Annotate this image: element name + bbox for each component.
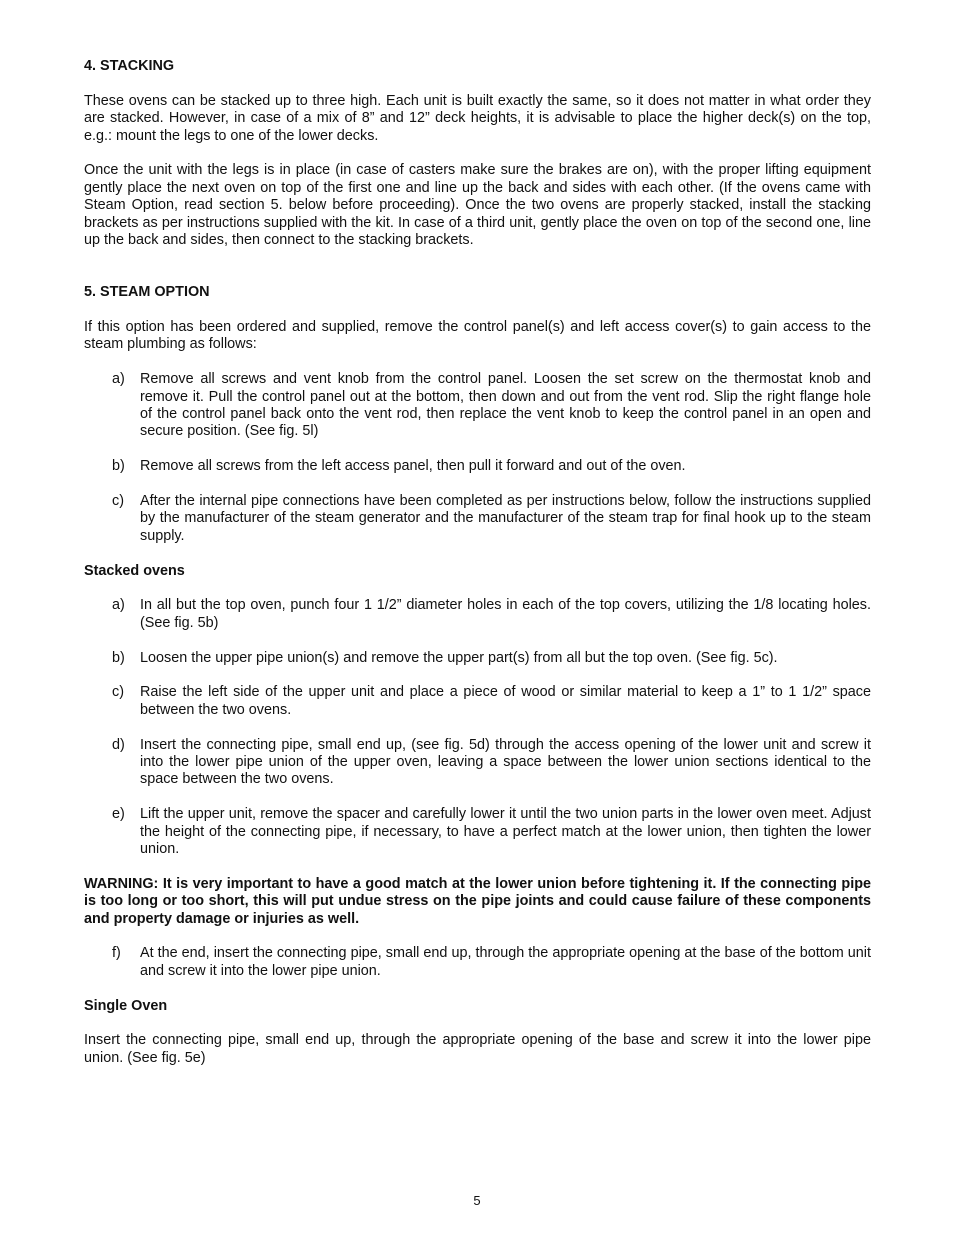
stacked-ovens-heading: Stacked ovens [84,562,185,579]
stacking-paragraph-2: Once the unit with the legs is in place (in case of casters make sure the brakes are on), with the proper lifting equipment gently place the next oven on top of the first one and line up the back and sides with each other. (If the ovens came with Steam Option, read section 5. below before proceeding). Once the two ovens are properly stacked, install the stacking brackets as per instructions supplied with the kit. In case of a third unit, gently place the oven on top of the second one, line up the back and sides, then connect to the stacking brackets. [84,162,871,249]
steam-step-c [84,493,871,545]
stacking-paragraph-1: These ovens can be stacked up to three high. Each unit is built exactly the same, so it does not matter in what order they are stacked. However, in case of a mix of 8” and 12” deck heights, it is advisable to place the higher deck(s) on the top, e.g.: mount the legs to one of the lower decks. [84,92,871,144]
steam-option-intro: If this option has been ordered and supplied, remove the control panel(s) and left access cover(s) to gain access to the steam plumbing as follows: [84,319,871,353]
stacked-step-d [84,737,871,789]
list-marker: c) [112,684,124,701]
steam-step-a [84,371,871,441]
list-marker: b) [112,649,125,666]
stacked-step-c [84,684,871,719]
single-oven-text: Insert the connecting pipe, small end up, through the appropriate opening of the base and screw it into the lower pipe union. (See fig. 5e) [84,1032,871,1066]
stacked-step-e [84,806,871,858]
page-number: 5 [473,1193,481,1208]
list-marker: e) [112,806,125,823]
list-marker: f) [112,945,121,962]
steam-step-b [84,458,871,475]
stacked-step-f [84,945,871,980]
single-oven-heading: Single Oven [84,997,168,1014]
list-item-text: Raise the left side of the upper unit and place a piece of wood or similar material to keep a 1” to 1 1/2” space between the two ovens. [140,684,871,718]
list-item-text: At the end, insert the connecting pipe, small end up, through the appropriate opening at the base of the bottom unit and screw it into the lower pipe union. [140,945,871,979]
list-item-text: After the internal pipe connections have been completed as per instructions below, follow the instructions supplied by the manufacturer of the steam generator and the manufacturer of the steam trap for final hook up to the steam supply. [140,493,871,544]
list-item-text: Remove all screws from the left access panel, then pull it forward and out of the oven. [140,458,686,475]
list-item-text: Remove all screws and vent knob from the control panel. Loosen the set screw on the thermostat knob and remove it. Pull the control panel out at the bottom, then down and out from the vent rod. Slip the right flange hole of the control panel back onto the vent rod, then replace the vent knob to keep the control panel in an open and secure position. (See fig. 5l) [140,371,871,440]
list-marker: b) [112,458,125,475]
warning-notice: WARNING: It is very important to have a good match at the lower union before tightening it. If the connecting pipe is too long or too short, this will put undue stress on the pipe joints and could cause failure of these components and property damage or injuries as well. [84,875,871,927]
list-marker: a) [112,371,125,388]
list-marker: d) [112,736,125,753]
list-item-text: Lift the upper unit, remove the spacer and carefully lower it until the two union parts in the lower oven meet. Adjust the height of the connecting pipe, if necessary, to have a perfect match at the lower union, then tighten the lower union. [140,806,871,858]
stacked-step-a [84,597,871,632]
list-marker: a) [112,597,125,614]
steam-option-heading: 5. STEAM OPTION [84,284,210,301]
list-marker: c) [112,493,124,510]
stacking-heading: 4. STACKING [84,58,175,74]
section-spacer [84,267,871,284]
list-item-text: Insert the connecting pipe, small end up, (see fig. 5d) through the access opening of the lower unit and screw it into the lower pipe union of the upper oven, leaving a space between the lower union sections identical to the space between the two ovens. [140,736,871,788]
document-page [84,58,871,1085]
list-item-text: Loosen the upper pipe union(s) and remove the upper part(s) from all but the top oven. (See fig. 5c). [140,649,778,666]
stacked-step-b [84,650,871,667]
list-item-text: In all but the top oven, punch four 1 1/2” diameter holes in each of the top covers, utilizing the 1/8 locating holes. (See fig. 5b) [140,597,871,631]
